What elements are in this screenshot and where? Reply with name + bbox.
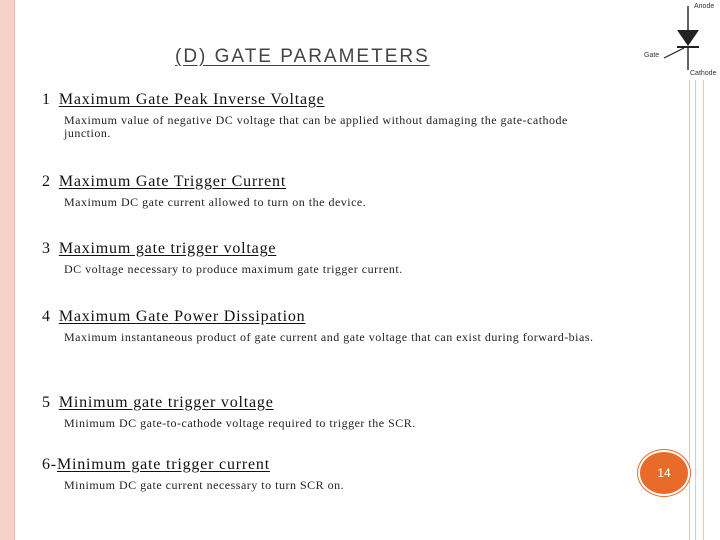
- parameter-item-3: [42, 240, 602, 276]
- parameter-number: 1: [42, 91, 51, 108]
- gate-label: Gate: [644, 52, 660, 59]
- parameter-heading: [42, 456, 602, 474]
- parameter-item-4: [42, 308, 602, 344]
- slide-title: (D) GATE PARAMETERS: [175, 46, 430, 67]
- parameter-number: 5: [42, 394, 51, 411]
- parameter-number: 2: [42, 173, 51, 190]
- parameter-title: Maximum Gate Peak Inverse Voltage: [58, 91, 325, 108]
- parameter-description: Maximum DC gate current allowed to turn on the device.: [64, 195, 367, 209]
- parameter-title: Maximum gate trigger voltage: [58, 240, 277, 257]
- right-decorative-line: [703, 80, 704, 540]
- parameter-heading: [42, 394, 602, 412]
- parameter-item-1: [42, 91, 602, 140]
- parameter-description: Maximum value of negative DC voltage that can be applied without damaging the gate-cathode junction.: [64, 113, 568, 140]
- parameter-description: Maximum instantaneous product of gate current and gate voltage that can exist during forward-bias.: [64, 330, 594, 344]
- cathode-label: Cathode: [690, 70, 717, 77]
- parameter-title: Maximum Gate Power Dissipation: [58, 308, 306, 325]
- left-decorative-border: [0, 0, 15, 540]
- parameter-title: Minimum gate trigger voltage: [58, 394, 274, 411]
- parameter-title: Minimum gate trigger current: [56, 456, 270, 473]
- parameter-item-5: [42, 394, 602, 430]
- page-number: 14: [657, 466, 671, 480]
- parameter-description: Minimum DC gate-to-cathode voltage required to trigger the SCR.: [64, 416, 416, 430]
- parameter-item-6: [42, 456, 602, 492]
- right-decorative-line: [695, 80, 696, 540]
- anode-label: Anode: [694, 3, 715, 10]
- parameter-description: Minimum DC gate current necessary to turn SCR on.: [64, 478, 345, 492]
- parameter-number: 4: [42, 308, 51, 325]
- parameter-description: DC voltage necessary to produce maximum gate trigger current.: [64, 262, 403, 276]
- page-number-badge: [638, 450, 690, 496]
- thyristor-scr-icon: [640, 0, 720, 82]
- parameter-heading: [42, 91, 602, 109]
- parameter-title: Maximum Gate Trigger Current: [58, 173, 287, 190]
- parameter-heading: [42, 173, 602, 191]
- parameter-heading: [42, 240, 602, 258]
- parameter-heading: [42, 308, 602, 326]
- parameter-number: 6-: [42, 456, 57, 473]
- parameter-number: 3: [42, 240, 51, 257]
- parameter-item-2: [42, 173, 602, 209]
